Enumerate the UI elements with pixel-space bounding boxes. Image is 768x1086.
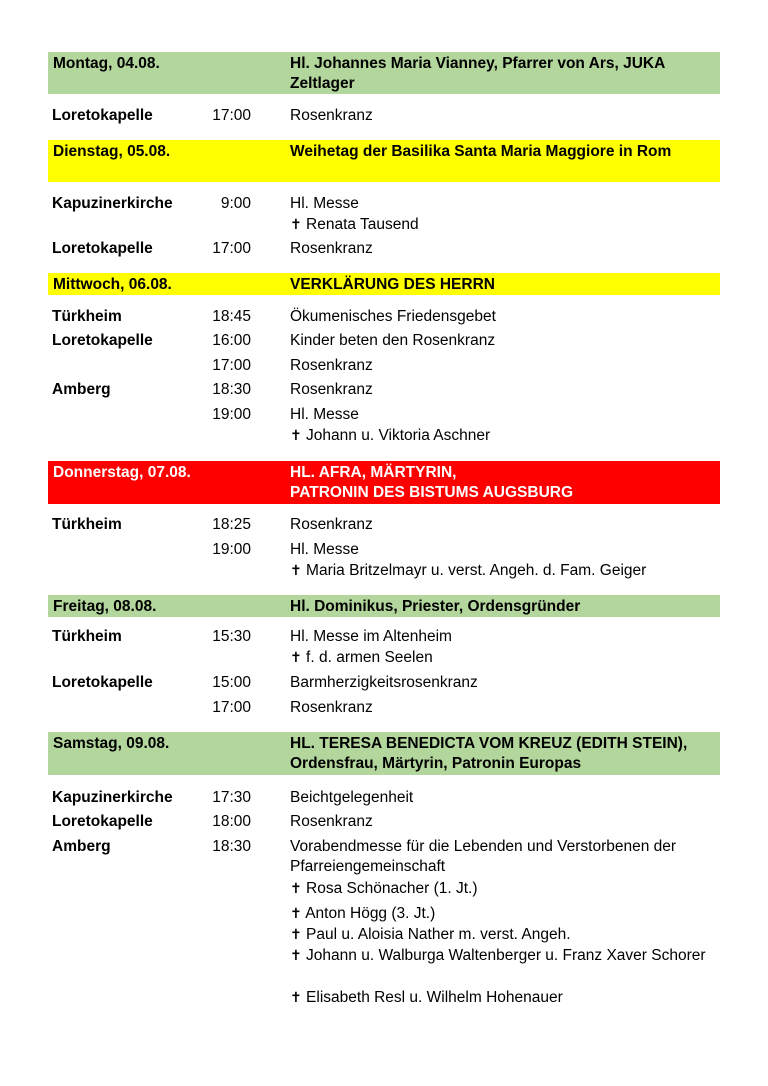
day-header xyxy=(48,52,720,94)
event-location: Türkheim xyxy=(52,308,122,325)
event-text: Rosenkranz xyxy=(290,699,373,716)
day-date: Dienstag, 05.08. xyxy=(53,143,171,160)
event-time: 17:30 xyxy=(212,789,251,806)
day-header xyxy=(48,140,720,182)
day-header xyxy=(48,461,720,504)
event-time: 17:00 xyxy=(212,357,251,374)
event-text: Hl. Messe xyxy=(290,541,359,558)
day-title-line-1: HL. AFRA, MÄRTYRIN, xyxy=(290,464,457,481)
cross-icon: ✝ xyxy=(290,906,302,922)
event-time: 9:00 xyxy=(220,195,251,212)
event-text: Beichtgelegenheit xyxy=(290,789,414,806)
event-text: Rosenkranz xyxy=(290,381,373,398)
event-time: 18:30 xyxy=(212,381,251,398)
event-location: Türkheim xyxy=(52,628,122,645)
event-intention: ✝ Renata Tausend xyxy=(290,216,419,233)
day-title: HL. TERESA BENEDICTA VOM KREUZ (EDITH STEIN), Ordensfrau, Märtyrin, Patronin Europas xyxy=(290,735,688,772)
event-time: 17:00 xyxy=(212,699,251,716)
day-date: Montag, 04.08. xyxy=(53,55,160,72)
day-date: Mittwoch, 06.08. xyxy=(53,276,172,293)
day-date: Donnerstag, 07.08. xyxy=(53,464,191,481)
event-text: Rosenkranz xyxy=(290,357,373,374)
event-intention: ✝ Anton Högg (3. Jt.) xyxy=(290,905,436,922)
event-intention: ✝ Johann u. Viktoria Aschner xyxy=(290,427,491,444)
event-intention: ✝ f. d. armen Seelen xyxy=(290,649,433,666)
event-text: Rosenkranz xyxy=(290,240,373,257)
cross-icon: ✝ xyxy=(290,990,302,1006)
cross-icon: ✝ xyxy=(290,563,302,579)
event-time: 18:30 xyxy=(212,838,251,855)
day-header xyxy=(48,595,720,617)
cross-icon: ✝ xyxy=(290,217,302,233)
day-title: Hl. Dominikus, Priester, Ordensgründer xyxy=(290,598,581,615)
day-title-line-2: PATRONIN DES BISTUMS AUGSBURG xyxy=(290,484,574,501)
event-text: Barmherzigkeitsrosenkranz xyxy=(290,674,478,691)
day-header xyxy=(48,273,720,295)
day-title: VERKLÄRUNG DES HERRN xyxy=(290,276,495,293)
event-location: Loretokapelle xyxy=(52,240,153,257)
event-text: Rosenkranz xyxy=(290,813,373,830)
event-time: 17:00 xyxy=(212,107,251,124)
day-header xyxy=(48,732,720,775)
cross-icon: ✝ xyxy=(290,948,302,964)
event-time: 18:00 xyxy=(212,813,251,830)
event-time: 17:00 xyxy=(212,240,251,257)
event-location: Türkheim xyxy=(52,516,122,533)
event-text: Vorabendmesse für die Lebenden und Verstorbenen der Pfarreiengemeinschaft xyxy=(290,838,677,875)
event-text: Kinder beten den Rosenkranz xyxy=(290,332,496,349)
cross-icon: ✝ xyxy=(290,881,302,897)
event-intention: ✝ Johann u. Walburga Waltenberger u. Franz Xaver Schorer xyxy=(290,947,706,964)
event-intention: ✝ Paul u. Aloisia Nather m. verst. Angeh. xyxy=(290,926,571,943)
event-text: Ökumenisches Friedensgebet xyxy=(290,308,496,325)
event-intention: ✝ Elisabeth Resl u. Wilhelm Hohenauer xyxy=(290,989,563,1006)
event-text: Rosenkranz xyxy=(290,107,373,124)
event-intention: ✝ Maria Britzelmayr u. verst. Angeh. d. Fam. Geiger xyxy=(290,562,647,579)
day-date: Freitag, 08.08. xyxy=(53,598,157,615)
cross-icon: ✝ xyxy=(290,927,302,943)
cross-icon: ✝ xyxy=(290,650,302,666)
event-location: Loretokapelle xyxy=(52,107,153,124)
event-time: 15:30 xyxy=(212,628,251,645)
event-location: Loretokapelle xyxy=(52,674,153,691)
event-location: Kapuzinerkirche xyxy=(52,789,173,806)
event-text: Hl. Messe xyxy=(290,406,359,423)
event-location: Amberg xyxy=(52,381,111,398)
event-intention: ✝ Rosa Schönacher (1. Jt.) xyxy=(290,880,478,897)
day-title xyxy=(290,463,715,503)
event-text: Rosenkranz xyxy=(290,516,373,533)
event-location: Kapuzinerkirche xyxy=(52,195,173,212)
event-time: 16:00 xyxy=(212,332,251,349)
event-time: 18:25 xyxy=(212,516,251,533)
event-location: Loretokapelle xyxy=(52,332,153,349)
event-text: Hl. Messe im Altenheim xyxy=(290,628,452,645)
event-time: 15:00 xyxy=(212,674,251,691)
day-title: Weihetag der Basilika Santa Maria Maggiore in Rom xyxy=(290,143,672,160)
event-time: 19:00 xyxy=(212,541,251,558)
day-date: Samstag, 09.08. xyxy=(53,735,170,752)
event-time: 18:45 xyxy=(212,308,251,325)
cross-icon: ✝ xyxy=(290,428,302,444)
event-text: Hl. Messe xyxy=(290,195,359,212)
event-location: Loretokapelle xyxy=(52,813,153,830)
day-title: Hl. Johannes Maria Vianney, Pfarrer von Ars, JUKA Zeltlager xyxy=(290,55,665,92)
event-time: 19:00 xyxy=(212,406,251,423)
event-location: Amberg xyxy=(52,838,111,855)
